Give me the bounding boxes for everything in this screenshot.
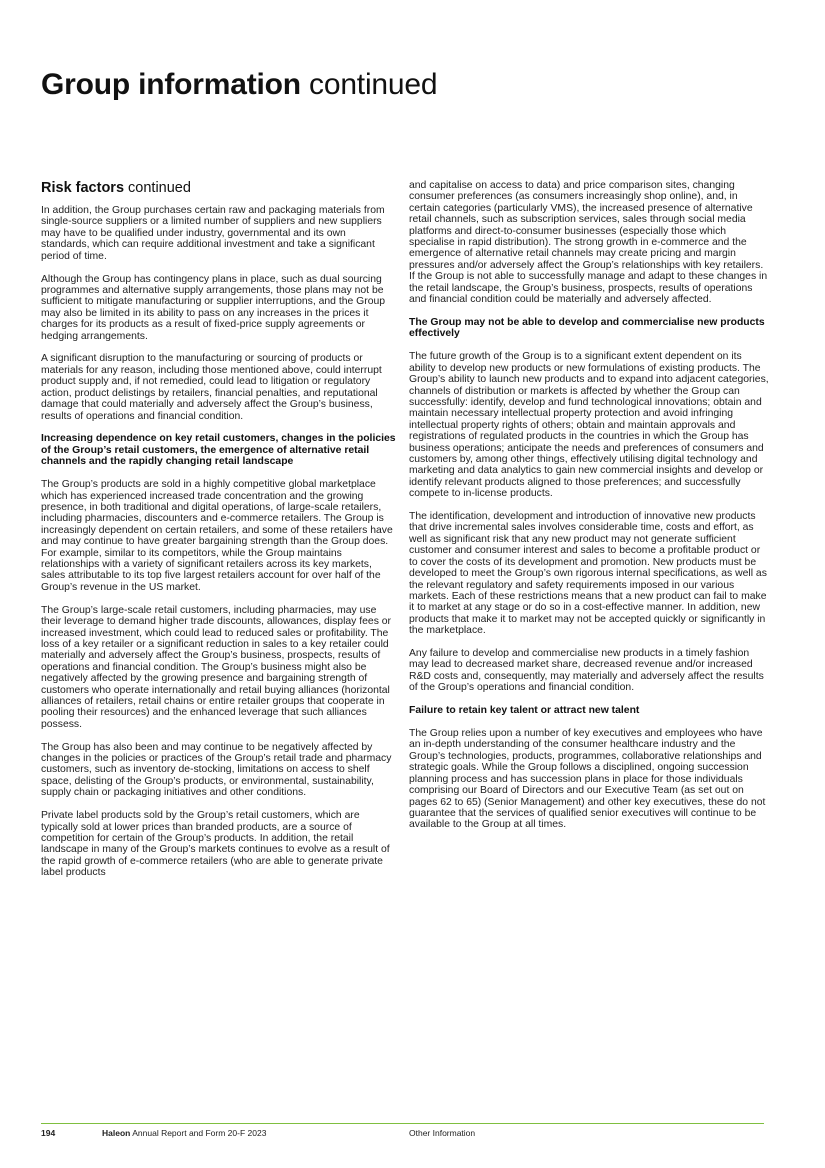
paragraph-large-scale-retailers: The Group’s large-scale retail customers, including pharmacies, may use their leverage to demand higher trade discounts, allowances, display fees or increased investment, which could lead to reduced sales or profitability. The loss of a key retailer or a significant reduction in sales to a key retailer could materially and adversely affect the Group’s business, prospects, results of operations and financial condition. The Group’s business might also be negatively affected by the growing presence and bargaining strength of customers who operate internationally and retail buying alliances (horizontal alliances of retailers, retail chains or entire retailer groups that cooperate in pooling their resources) and the enhanced leverage that such alliances possess.: [41, 604, 392, 730]
paragraph-key-executives: The Group relies upon a number of key executives and employees who have an in-depth understanding of the consumer healthcare industry and the Group’s technologies, products, programmes, collaborative relationships and strategic goals. While the Group follows a disciplined, ongoing succession planning process and has succession plans in place for those individuals comprising our Board of Directors and our Executive Team (as set out on pages 62 to 65) (Senior Management) and other key executives, these do not guarantee that the services of qualified senior executives will continue to be available to the Group at all times.: [409, 728, 766, 831]
paragraph-commercialise-failure: Any failure to develop and commercialise new products in a timely fashion may lead to decreased market share, decreased revenue and/or increased R&D costs and, consequently, may materially and adversely affect the results of the Group’s operations and financial condition.: [409, 648, 764, 694]
page-title: [41, 68, 437, 102]
paragraph-significant-disruption: A significant disruption to the manufacturing or sourcing of products or materials for any reason, including those mentioned above, could interrupt product supply and, if not remedied, could lead to litigation or regulatory action, product delistings by retailers, financial penalties, and reputational damage that could materially and adversely affect the Group’s business, results of operations and financial condition.: [41, 353, 382, 422]
paragraph-single-source-suppliers: In addition, the Group purchases certain raw and packaging materials from single-source suppliers or a limited number of suppliers and new suppliers may have to be qualified under industry, governmental and its own standards, which can require additional investment and take a significant period of time.: [41, 205, 385, 262]
paragraph-policy-changes: The Group has also been and may continue to be negatively affected by changes in the policies or practices of the Group’s retail trade and pharmacy customers, such as inventory de-stocking, limitations on access to shelf space, delisting of the Group’s products, or environmental, sustainability, supply chain or packaging initiatives and other conditions.: [41, 741, 392, 799]
subheading-key-talent: Failure to retain key talent or attract new talent: [409, 705, 640, 717]
paragraph-competitive-marketplace: The Group’s products are sold in a highly competitive global marketplace which has experienced increased trade concentration and the growing presence, in both traditional and digital operations, of large-scale retailers, including pharmacies, discounters and e-commerce retailers. The Group is increasingly dependent on certain retailers, and some of these retailers have and may continue to have greater bargaining strength than the Group does. For example, similar to its competitors, while the Group maintains relationships with a variety of significant retailers across its key markets, sales attributable to its top five largest retailers account for over half of the Group’s revenue in the US market.: [41, 479, 393, 593]
page-title-rest: continued: [300, 68, 438, 101]
footer-report-name: Annual Report and Form 20-F 2023: [130, 1128, 267, 1138]
subheading-new-products: The Group may not be able to develop and commercialise new products effectively: [409, 316, 765, 340]
paragraph-private-label: Private label products sold by the Group’s retail customers, which are typically sold at lower prices than branded products, are a source of competition for certain of the Group’s products. In addition, the retail landscape in many of the Group’s markets continues to evolve as a result of the rapid growth of e-commerce retailers (who are able to generate private label products: [41, 810, 390, 879]
section-title: [41, 180, 396, 196]
left-column: [41, 180, 396, 890]
section-title-bold: Risk factors: [41, 180, 125, 196]
paragraph-future-growth: The future growth of the Group is to a significant extent dependent on its ability to develop new products or new formulations of existing products. The Group’s ability to launch new products and to expand into adjacent categories, channels of distribution or markets is affected by whether the Group can successfully: identify, develop and fund technological innovations; obtain and maintain necessary intellectual property protection and avoid infringing intellectual property rights of others; obtain and maintain approvals and registrations of regulated products in the countries in which the Group has business operations; anticipate the needs and preferences of consumers and customers by, among other things, effectively utilising digital technology and marketing and data analytics to gain new commercial insights and develop or identify relevant products aligned to those preferences; and successfully compete to in-license products.: [409, 351, 769, 500]
paragraph-contingency-plans: Although the Group has contingency plans in place, such as dual sourcing programmes and alternative supply arrangements, those plans may not be sufficient to mitigate manufacturing or supplier interruptions, and the Group may also be limited in its ability to pass on any increases in the prices it charges for its products as a result of fixed-price supply agreements or hedging arrangements.: [41, 273, 386, 342]
right-column: [409, 180, 769, 842]
footer-divider: [41, 1123, 764, 1124]
subheading-retail-customers: Increasing dependence on key retail customers, changes in the policies of the Group’s retail customers, the emergence of alternative retail channels and the rapidly changing retail landscape: [41, 433, 396, 468]
paragraph-innovation-risk: The identification, development and introduction of innovative new products that drive incremental sales involves considerable time, costs and effort, as well as significant risk that any new product may not generate sufficient customer and consumer interest and sales to become a profitable product or to cover the costs of its development and promotion. New products must be developed to meet the Group’s own rigorous internal specifications, as well as the relevant regulatory and safety requirements imposed in our various markets. Each of these restrictions means that a new product can fail to make it to market at any stage or do so in a cost-effective manner. In addition, new products that make it to market may not be accepted quickly or significantly in the marketplace.: [409, 511, 767, 637]
section-title-rest: continued: [124, 180, 191, 196]
footer-section-name: Other Information: [409, 1128, 476, 1138]
paragraph-price-comparison: and capitalise on access to data) and price comparison sites, changing consumer preferences (as consumers increasingly shop online), and, in certain categories (particularly VMS), the increased presence of alternative retail channels, such as subscription services, sales through social media platforms and direct-to-consumer businesses (especially those which specialise in rapid distribution). The strong growth in e-commerce and the emergence of alternative retail channels may create pricing and margin pressures and/or adversely affect the Group’s relationships with key retailers. If the Group is not able to successfully manage and adapt to these changes in the retail landscape, the Group’s business, prospects, results of operations and financial condition could be materially and adversely affected.: [409, 180, 768, 306]
page-number: 194: [41, 1128, 56, 1138]
page-title-bold: Group information: [41, 68, 301, 101]
footer-report-title: [102, 1128, 266, 1138]
footer-brand-name: Haleon: [102, 1128, 131, 1138]
